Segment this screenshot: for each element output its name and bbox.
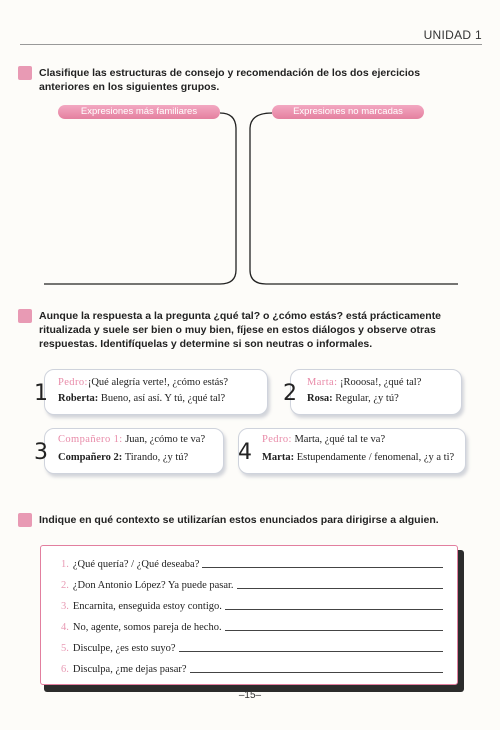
- classification-brackets: [0, 0, 500, 300]
- dialogue-3-line-a: Compañero 1: Juan, ¿cómo te va?: [58, 434, 206, 445]
- group-familiar-label: Expresiones más familiares: [58, 105, 220, 119]
- dialogue-1-number: 1: [34, 381, 48, 406]
- dialogue-1-line-a: Pedro:¡Qué alegría verte!, ¿cómo estás?: [58, 377, 229, 388]
- answer-line-5[interactable]: [179, 651, 443, 652]
- answer-line-3[interactable]: [225, 609, 443, 610]
- exercise-7-instruction: Indique en qué contexto se utilizarían estos enunciados para dirigirse a alguien.: [39, 514, 439, 526]
- dialogue-4-line-b: Marta: Estupendamente / fenomenal, ¿y a ti?: [262, 452, 455, 463]
- exercise-7-badge: [18, 513, 32, 527]
- dialogue-2-box: [290, 369, 462, 415]
- exercise-6-instruction: Aunque la respuesta a la pregunta ¿qué tal? o ¿cómo estás? está prácticamente ritualizada y suele ser bien o muy bien, fíjese en estos diálogos y observe otras respuestas. Identifíquelas y determine si son neutras o informales.: [39, 310, 442, 350]
- answer-line-6[interactable]: [190, 672, 443, 673]
- dialogue-3-line-b: Compañero 2: Tirando, ¿y tú?: [58, 452, 189, 463]
- dialogue-2-line-a: Marta: ¡Rooosa!, ¿qué tal?: [307, 377, 422, 388]
- page-number: –15–: [238, 690, 262, 701]
- dialogue-2-number: 2: [283, 381, 297, 406]
- exercise-6-badge: [18, 309, 32, 323]
- dialogue-4-line-a: Pedro: Marta, ¿qué tal te va?: [262, 434, 386, 445]
- dialogue-4-number: 4: [238, 440, 252, 465]
- unit-label: UNIDAD 1: [423, 28, 482, 42]
- statement-item-1: 1. ¿Qué quería? / ¿Qué deseaba?: [61, 556, 443, 570]
- answer-line-4[interactable]: [225, 630, 443, 631]
- answer-line-2[interactable]: [237, 588, 443, 589]
- statement-item-5: 5. Disculpe, ¿es esto suyo?: [61, 640, 443, 654]
- statement-item-2: 2. ¿Don Antonio López? Ya puede pasar.: [61, 577, 443, 591]
- statement-item-3: 3. Encarnita, enseguida estoy contigo.: [61, 598, 443, 612]
- group-neutral-label: Expresiones no marcadas: [272, 105, 424, 119]
- statement-item-6: 6. Disculpa, ¿me dejas pasar?: [61, 661, 443, 675]
- dialogue-3-number: 3: [34, 440, 48, 465]
- dialogue-2-line-b: Rosa: Regular, ¿y tú?: [307, 393, 399, 404]
- exercise-5-instruction: Clasifique las estructuras de consejo y recomendación de los dos ejercicios anteriores en los siguientes grupos.: [39, 67, 421, 93]
- answer-line-1[interactable]: [202, 567, 443, 568]
- list-box: [40, 545, 458, 685]
- statement-item-4: 4. No, agente, somos pareja de hecho.: [61, 619, 443, 633]
- statements-list: [40, 545, 462, 690]
- dialogue-1-line-b: Roberta: Bueno, así así. Y tú, ¿qué tal?: [58, 393, 226, 404]
- dialogue-1-box: [44, 369, 268, 415]
